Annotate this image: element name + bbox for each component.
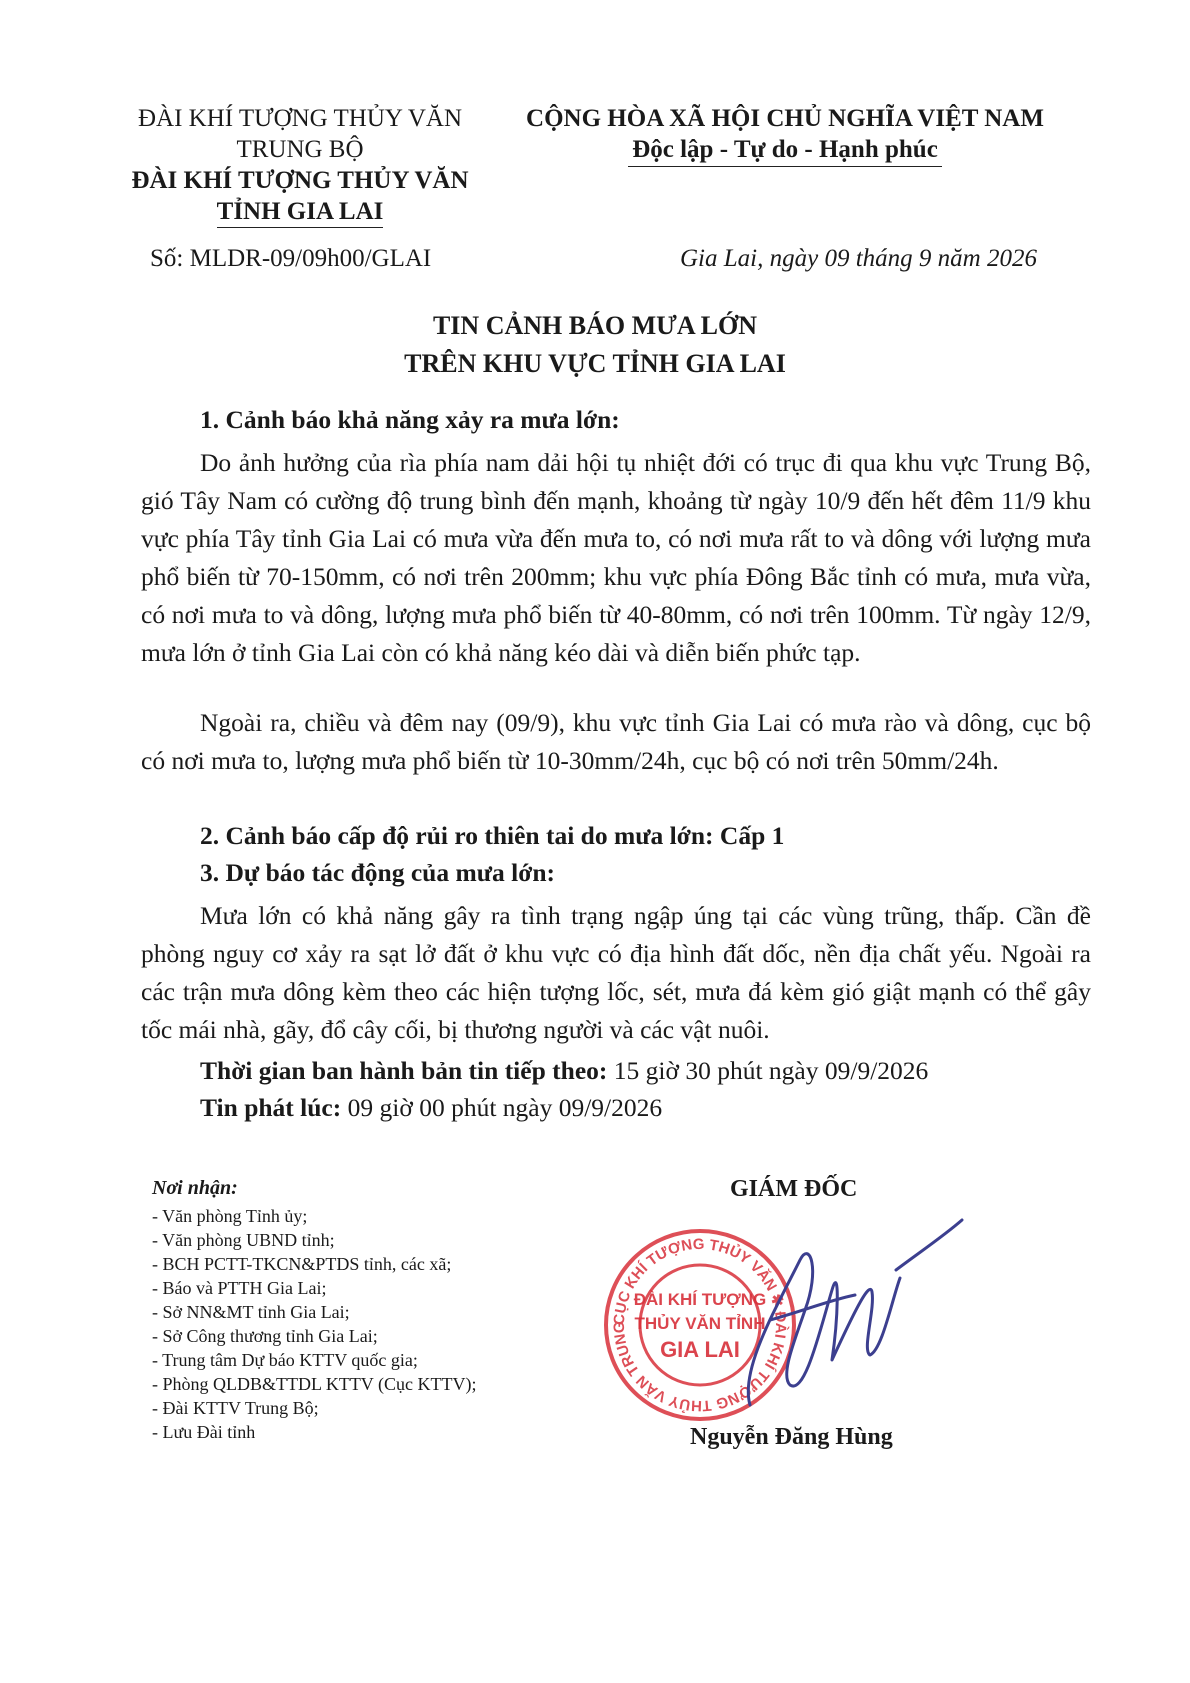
recipient-item: - BCH PCTT-TKCN&PTDS tỉnh, các xã; [152, 1254, 452, 1274]
recipient-item: - Phòng QLDB&TTDL KTTV (Cục KTTV); [152, 1374, 477, 1394]
signer-name: Nguyễn Đăng Hùng [690, 1424, 893, 1450]
official-seal-and-signature [600, 1200, 980, 1440]
agency-parent-line2: TRUNG BỘ [236, 136, 364, 163]
seal-center-line1: ĐÀI KHÍ TƯỢNG [633, 1290, 767, 1309]
national-motto: Độc lập - Tự do - Hạnh phúc [628, 134, 942, 167]
issued-time [200, 1093, 662, 1123]
seal-center-line3: GIA LAI [660, 1337, 740, 1362]
section-1-paragraph-2: Ngoài ra, chiều và đêm nay (09/9), khu vực tỉnh Gia Lai có mưa rào và dông, cục bộ có nơi mưa to, lượng mưa phổ biến từ 10-30mm/24h, cục bộ có nơi trên 50mm/24h. [141, 708, 1091, 775]
issued-value: 09 giờ 00 phút ngày 09/9/2026 [347, 1093, 663, 1122]
recipients-block [152, 1176, 476, 1444]
document-number: Số: MLDR-09/09h00/GLAI [150, 245, 432, 272]
seal-ring-text: CỤC KHÍ TƯỢNG THỦY VĂN ✱ ĐÀI KHÍ TƯỢNG THỦY VĂN TRUNG [610, 1235, 790, 1415]
section-2-heading: 2. Cảnh báo cấp độ rủi ro thiên tai do mưa lớn: Cấp 1 [200, 821, 785, 850]
document-title-line2: TRÊN KHU VỰC TỈNH GIA LAI [404, 349, 786, 378]
agency-name-line1: ĐÀI KHÍ TƯỢNG THỦY VĂN [131, 167, 469, 194]
section-3-paragraph: Mưa lớn có khả năng gây ra tình trạng ngập úng tại các vùng trũng, thấp. Cần đề phòng nguy cơ xảy ra sạt lở đất ở khu vực có địa hình đất dốc, nền địa chất yếu. Ngoài ra các trận mưa dông kèm theo các hiện tượng lốc, sét, mưa đá kèm gió giật mạnh có thể gây tốc mái nhà, gãy, đổ cây cối, bị thương người và các vật nuôi. [141, 901, 1091, 1044]
recipient-item: - Báo và PTTH Gia Lai; [152, 1278, 327, 1298]
document-date: Gia Lai, ngày 09 tháng 9 năm 2026 [680, 245, 1037, 272]
recipient-item: - Văn phòng Tỉnh ủy; [152, 1206, 308, 1226]
recipient-item: - Đài KTTV Trung Bộ; [152, 1398, 319, 1418]
national-header [510, 103, 1060, 167]
section-1-paragraph-1: Do ảnh hưởng của rìa phía nam dải hội tụ nhiệt đới có trục đi qua khu vực Trung Bộ, gió Tây Nam có cường độ trung bình đến mạnh, khoảng từ ngày 10/9 đến hết đêm 11/9 khu vực phía Tây tỉnh Gia Lai có mưa vừa đến mưa to, có nơi mưa rất to và dông với lượng mưa phổ biến từ 70-150mm, có nơi trên 200mm; khu vực phía Đông Bắc tỉnh có mưa, mưa vừa, có nơi mưa to và dông, lượng mưa phổ biến từ 40-80mm, có nơi trên 100mm. Từ ngày 12/9, mưa lớn ở tỉnh Gia Lai còn có khả năng kéo dài và diễn biến phức tạp. [141, 448, 1091, 667]
recipient-item: - Văn phòng UBND tỉnh; [152, 1230, 335, 1250]
seal-center-line2: THỦY VĂN TỈNH [634, 1314, 766, 1333]
signer-role: GIÁM ĐỐC [730, 1176, 858, 1202]
issuing-agency [130, 103, 470, 228]
seal-stamp [606, 1231, 794, 1419]
recipients-title: Nơi nhận: [152, 1177, 238, 1199]
country-name: CỘNG HÒA XÃ HỘI CHỦ NGHĨA VIỆT NAM [526, 105, 1044, 132]
next-bulletin-value: 15 giờ 30 phút ngày 09/9/2026 [613, 1056, 929, 1085]
agency-parent-line1: ĐÀI KHÍ TƯỢNG THỦY VĂN [137, 105, 462, 132]
recipient-item: - Lưu Đài tỉnh [152, 1422, 256, 1442]
issued-label: Tin phát lúc: [200, 1093, 342, 1122]
next-bulletin-time [200, 1056, 928, 1086]
next-bulletin-label: Thời gian ban hành bản tin tiếp theo: [200, 1056, 608, 1085]
agency-name-line2: TỈNH GIA LAI [217, 196, 384, 228]
recipient-item: - Trung tâm Dự báo KTTV quốc gia; [152, 1350, 418, 1370]
section-3-heading: 3. Dự báo tác động của mưa lớn: [200, 858, 555, 887]
recipient-item: - Sở Công thương tỉnh Gia Lai; [152, 1326, 378, 1346]
recipient-item: - Sở NN&MT tỉnh Gia Lai; [152, 1302, 350, 1322]
section-1-heading: 1. Cảnh báo khả năng xảy ra mưa lớn: [200, 405, 620, 434]
document-title-line1: TIN CẢNH BÁO MƯA LỚN [432, 311, 758, 340]
recipients-list [152, 1204, 476, 1444]
